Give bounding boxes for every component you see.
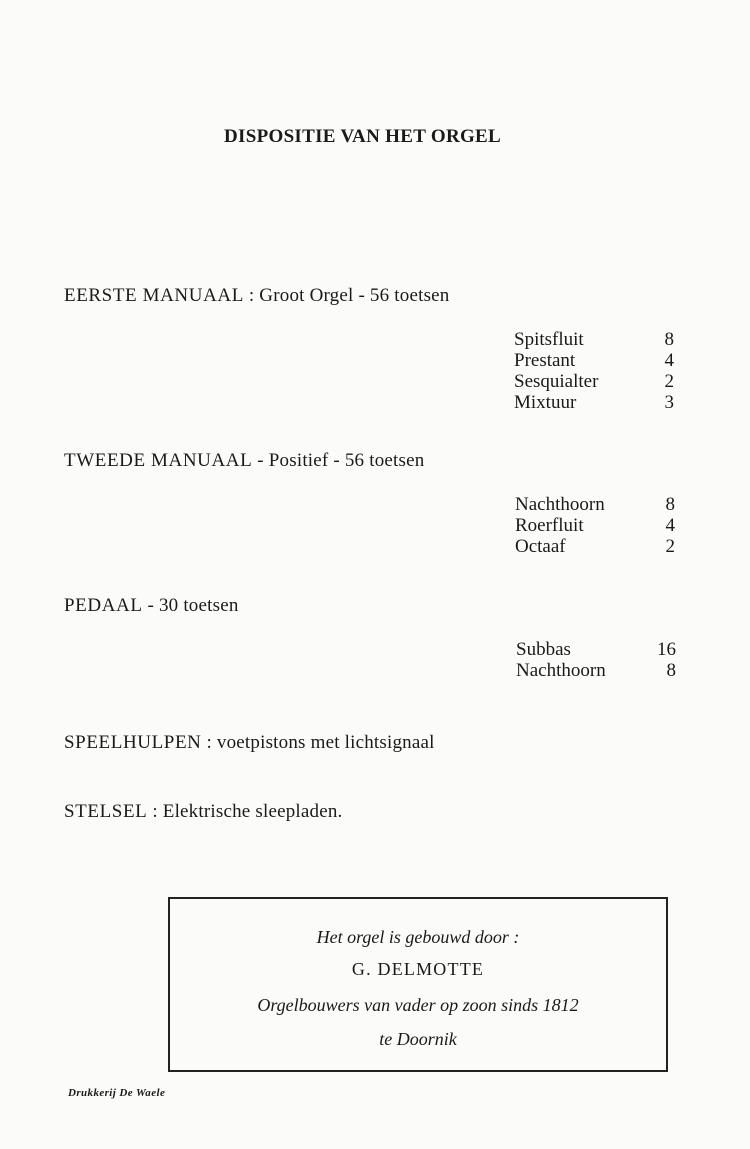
section-name: SPEELHULPEN	[64, 732, 202, 753]
builder-box	[168, 897, 668, 1072]
stop-list-pedaal	[516, 639, 676, 681]
stop-list-tweede-manuaal	[515, 494, 675, 557]
section-heading-pedaal	[64, 595, 239, 617]
builder-location: te Doornik	[379, 1029, 457, 1049]
section-detail: : Elektrische sleepladen.	[152, 801, 343, 822]
stop-name: Prestant	[514, 350, 576, 371]
page-title: DISPOSITIE VAN HET ORGEL	[224, 126, 501, 147]
section-heading-eerste-manuaal	[64, 285, 450, 307]
section-heading-tweede-manuaal	[64, 450, 424, 472]
stop-row	[514, 350, 674, 371]
builder-name: G. DELMOTTE	[351, 959, 485, 979]
section-detail: : Groot Orgel - 56 toetsen	[248, 285, 450, 306]
stop-size: 2	[664, 371, 674, 392]
stop-size: 8	[666, 660, 676, 681]
section-heading-stelsel	[64, 801, 343, 823]
stop-size: 16	[657, 639, 676, 660]
stop-size: 3	[664, 392, 674, 413]
stop-row	[515, 494, 675, 515]
section-name: PEDAAL	[64, 595, 143, 616]
stop-size: 4	[665, 515, 675, 536]
stop-name: Nachthoorn	[515, 494, 605, 515]
printer-credit: Drukkerij De Waele	[68, 1087, 166, 1099]
stop-row	[514, 329, 674, 350]
section-detail: : voetpistons met lichtsignaal	[206, 732, 435, 753]
section-detail: - Positief - 56 toetsen	[257, 450, 425, 471]
section-name: STELSEL	[64, 801, 148, 822]
stop-name: Octaaf	[515, 536, 566, 557]
stop-row	[516, 639, 676, 660]
stop-size: 8	[665, 494, 675, 515]
stop-name: Roerfluit	[515, 515, 584, 536]
builder-intro: Het orgel is gebouwd door :	[316, 927, 520, 947]
stop-name: Mixtuur	[514, 392, 577, 413]
builder-tagline: Orgelbouwers van vader op zoon sinds 1812	[257, 995, 579, 1015]
section-detail: - 30 toetsen	[147, 595, 239, 616]
stop-name: Sesquialter	[514, 371, 599, 392]
stop-list-eerste-manuaal	[514, 329, 674, 413]
section-name: EERSTE MANUAAL	[64, 285, 244, 306]
stop-row	[515, 536, 675, 557]
stop-size: 8	[664, 329, 674, 350]
stop-row	[514, 392, 674, 413]
stop-row	[516, 660, 676, 681]
stop-name: Subbas	[516, 639, 571, 660]
stop-size: 2	[665, 536, 675, 557]
stop-name: Spitsfluit	[514, 329, 584, 350]
section-name: TWEEDE MANUAAL	[64, 450, 253, 471]
stop-row	[515, 515, 675, 536]
section-heading-speelhulpen	[64, 732, 435, 754]
stop-name: Nachthoorn	[516, 660, 606, 681]
stop-size: 4	[664, 350, 674, 371]
stop-row	[514, 371, 674, 392]
